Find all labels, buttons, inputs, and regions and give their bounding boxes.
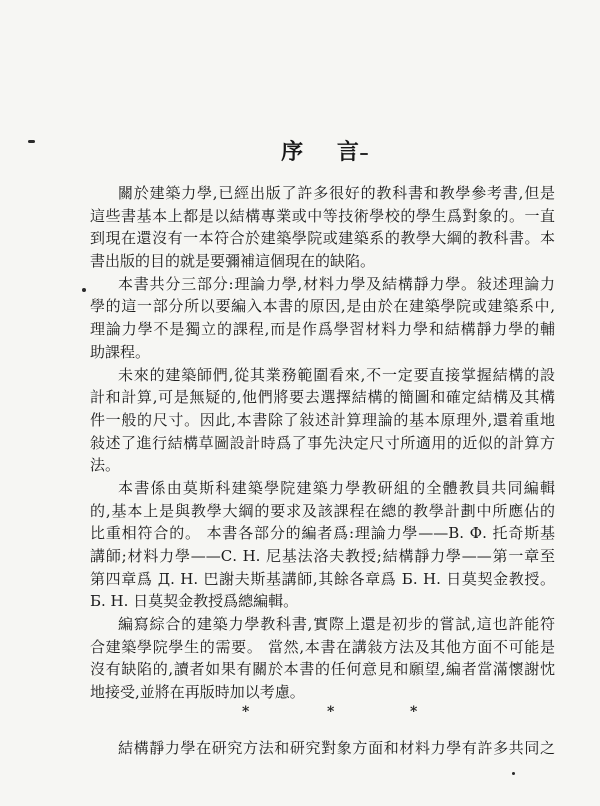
text-line: 計和計算,可是無疑的,他們將要去選擇結構的簡圖和確定結構及其構 (90, 388, 555, 407)
text-line: 合建築學院學生的需要。 當然,本書在講敍方法及其他方面不可能是 (90, 637, 555, 656)
section-separator (0, 702, 600, 722)
paragraph (90, 182, 555, 273)
text-line: 書出版的目的就是要彌補這個現在的缺陷。 (90, 252, 376, 271)
text-line: 編寫綜合的建築力學教科書,實際上還是初步的嘗試,這也許能符 (118, 615, 555, 634)
text-line: 本書係由莫斯科建築學院建築力學教研組的全體教員共同編輯 (118, 478, 555, 497)
paragraph (90, 364, 555, 477)
text-line: 本書共分三部分:理論力學,材料力學及結構靜力學。敍述理論力 (118, 274, 555, 293)
paragraph (90, 273, 555, 364)
text-line: 未來的建築師們,從其業務範圍看來,不一定要直接掌握結構的設 (118, 365, 555, 384)
text-line: 沒有缺陷的,讀者如果有關於本書的任何意見和願望,編者當滿懷謝忱 (90, 660, 555, 679)
paragraph (90, 477, 555, 613)
text-line: 法。 (90, 456, 121, 475)
text-line: Б. Н. 日莫契金教授爲總編輯。 (90, 592, 299, 611)
next-section (90, 737, 555, 760)
scan-speck (28, 140, 35, 143)
text-line: 到現在還沒有一本符合於建築學院或建築系的教學大綱的教科書。本 (90, 229, 555, 248)
separator-asterisk: * (242, 704, 250, 720)
text-line: 第四章爲 Д. Н. 巴謝夫斯基講師,其餘各章爲 Б. Н. 日莫契金教授。 (90, 569, 555, 588)
text-line: 這些書基本上都是以結構專業或中等技術學校的學生爲對象的。一直 (90, 206, 555, 225)
text-line: 學的這一部分所以要編入本書的原因,是由於在建築學院或建築系中, (90, 297, 555, 316)
separator-asterisk: * (327, 704, 335, 720)
text-line: 理論力學不是獨立的課程,而是作爲學習材料力學和結構靜力學的輔 (90, 320, 555, 339)
text-line: 助課程。 (90, 342, 151, 361)
scan-speck (512, 772, 515, 775)
separator-asterisk: * (410, 704, 418, 720)
text-line: 講師;材料力學——С. Н. 尼基法洛夫教授;結構靜力學——第一章至 (90, 547, 555, 565)
text-line: 的,基本上是與教學大綱的要求及該課程在總的教學計劃中所應佔的 (90, 501, 555, 520)
text-line: 件一般的尺寸。因此,本書除了敍述計算理論的基本原理外,還着重地 (90, 410, 555, 429)
paragraph (90, 613, 555, 704)
text-line: 比重相符合的。 本書各部分的編者爲:理論力學——В. Ф. 托奇斯基 (90, 524, 555, 543)
body-text (90, 182, 555, 704)
text-line: 地接受,並將在再版時加以考慮。 (90, 683, 305, 702)
scan-speck (82, 288, 86, 292)
text-line: 結構靜力學在研究方法和研究對象方面和材料力學有許多共同之 (118, 739, 555, 757)
text-line: 敍述了進行結構草圖設計時爲了事先決定尺寸所適用的近似的計算方 (90, 433, 555, 452)
page-title: 序 言 (281, 139, 359, 165)
text-line: 關於建築力學,已經出版了許多很好的教科書和教學參考書,但是 (118, 184, 555, 202)
